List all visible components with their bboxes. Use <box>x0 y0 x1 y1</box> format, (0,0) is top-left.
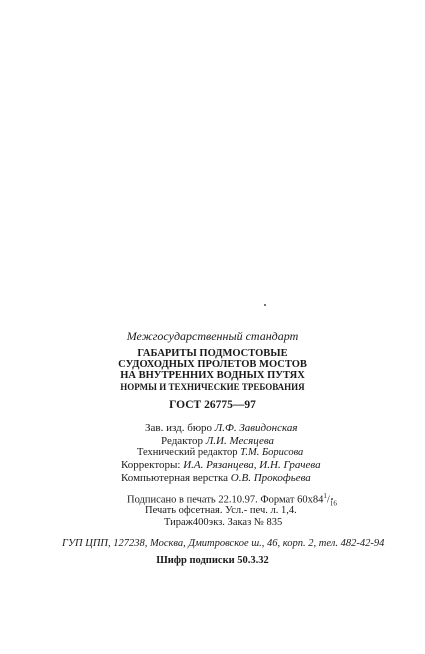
gost-number: ГОСТ 26775—97 <box>169 399 256 411</box>
standard-kind: Межгосударственный стандарт <box>126 329 299 343</box>
staff-name: И.А. Рязанцева, И.Н. Грачева <box>183 459 321 471</box>
staff-role: Компьютерная верстка <box>121 472 229 484</box>
format-slash: / <box>326 494 330 506</box>
speck-mark <box>331 498 333 500</box>
print-signed-text: Подписано в печать 22.10.97. Формат 60x84 <box>127 494 324 506</box>
format-sup: 1 <box>323 492 327 500</box>
staff-role: Зав. изд. бюро <box>145 422 213 434</box>
subscription-cipher: Шифр подписки 50.3.32 <box>156 555 269 566</box>
print-run: Тираж400экз. Заказ № 835 <box>164 517 283 528</box>
format-sub: 16 <box>329 499 337 508</box>
print-offset: Печать офсетная. Усл.- печ. л. 1,4. <box>145 505 297 516</box>
speck-mark <box>264 304 266 306</box>
staff-name: О.В. Прокофьева <box>230 472 311 484</box>
title-line-1: ГАБАРИТЫ ПОДМОСТОВЫЕ <box>137 348 288 359</box>
staff-name: Л.Ф. Завидонская <box>214 422 298 434</box>
staff-role: Редактор <box>161 435 204 447</box>
title-line-2: СУДОХОДНЫХ ПРОЛЕТОВ МОСТОВ <box>118 359 307 370</box>
subtitle: НОРМЫ И ТЕХНИЧЕСКИЕ ТРЕБОВАНИЯ <box>120 382 305 392</box>
staff-name: Л.И. Месяцева <box>205 435 275 447</box>
staff-line-1 <box>145 422 297 434</box>
staff-line-3 <box>137 447 303 458</box>
staff-line-2 <box>161 435 274 447</box>
staff-line-5 <box>121 472 311 484</box>
staff-line-4 <box>121 459 321 471</box>
staff-role: Корректоры: <box>121 459 181 471</box>
publisher-address: ГУП ЦПП, 127238, Москва, Дмитровское ш., 46, корп. 2, тел. 482-42-94 <box>62 538 385 549</box>
staff-name: Т.М. Борисова <box>240 447 304 458</box>
title-line-3: НА ВНУТРЕННИХ ВОДНЫХ ПУТЯХ <box>120 370 305 381</box>
staff-role: Технический редактор <box>137 447 238 458</box>
